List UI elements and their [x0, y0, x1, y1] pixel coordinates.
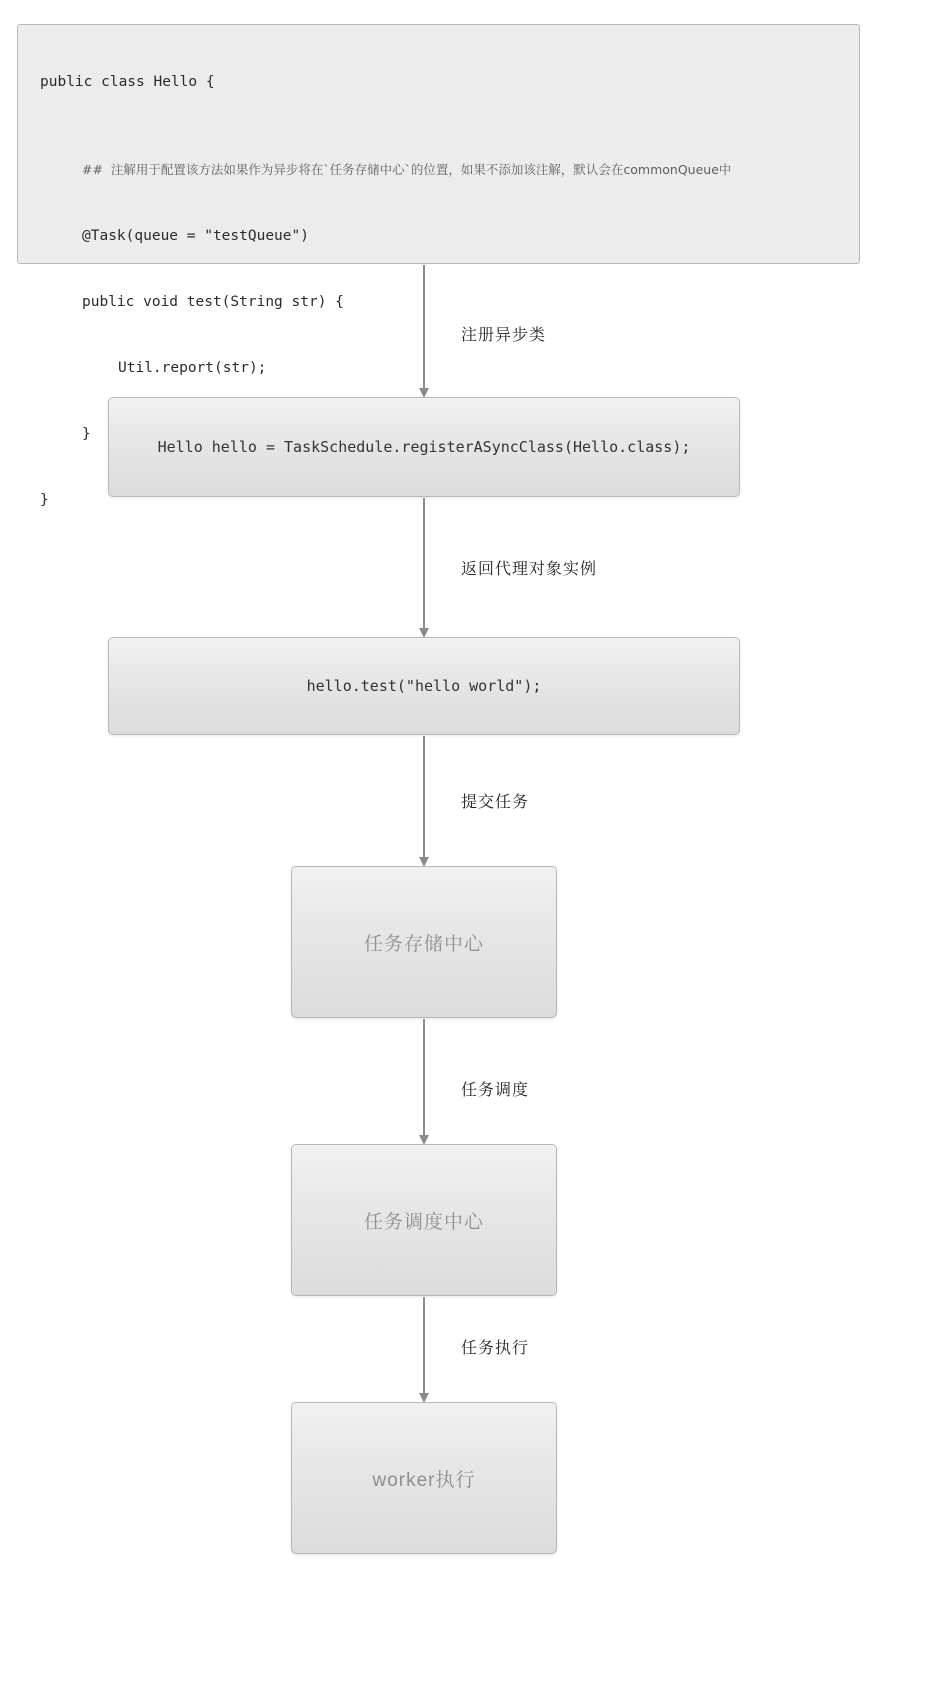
- node-task-store-center: 任务存储中心: [291, 866, 557, 1018]
- node-register-async-class: Hello hello = TaskSchedule.registerASyncClass(Hello.class);: [108, 397, 740, 497]
- code-line-4: public void test(String str) {: [82, 294, 344, 310]
- code-line-5: Util.report(str);: [118, 360, 267, 376]
- arrow-code-to-register: [423, 265, 425, 389]
- code-line-6: }: [82, 426, 91, 442]
- arrow-register-to-call: [423, 498, 425, 629]
- code-line-3: @Task(queue = "testQueue"): [82, 228, 309, 244]
- code-comment-line: ## 注解用于配置该方法如果作为异步将在`任务存储中心`的位置，如果不添加该注解，默认会在commonQueue中: [82, 162, 732, 177]
- edge-label-execute-task: 任务执行: [461, 1340, 530, 1357]
- code-line-1: public class Hello {: [40, 74, 215, 90]
- code-line-7: }: [40, 492, 49, 508]
- edge-label-schedule-task: 任务调度: [461, 1082, 530, 1099]
- edge-label-register-class: 注册异步类: [461, 327, 547, 344]
- arrow-schedule-to-worker: [423, 1297, 425, 1394]
- arrow-store-to-schedule: [423, 1019, 425, 1136]
- edge-label-submit-task: 提交任务: [461, 794, 530, 811]
- arrow-call-to-store: [423, 736, 425, 858]
- node-method-call: hello.test("hello world");: [108, 637, 740, 735]
- edge-label-return-proxy: 返回代理对象实例: [461, 561, 598, 578]
- node-worker-execute: worker执行: [291, 1402, 557, 1554]
- node-task-schedule-center: 任务调度中心: [291, 1144, 557, 1296]
